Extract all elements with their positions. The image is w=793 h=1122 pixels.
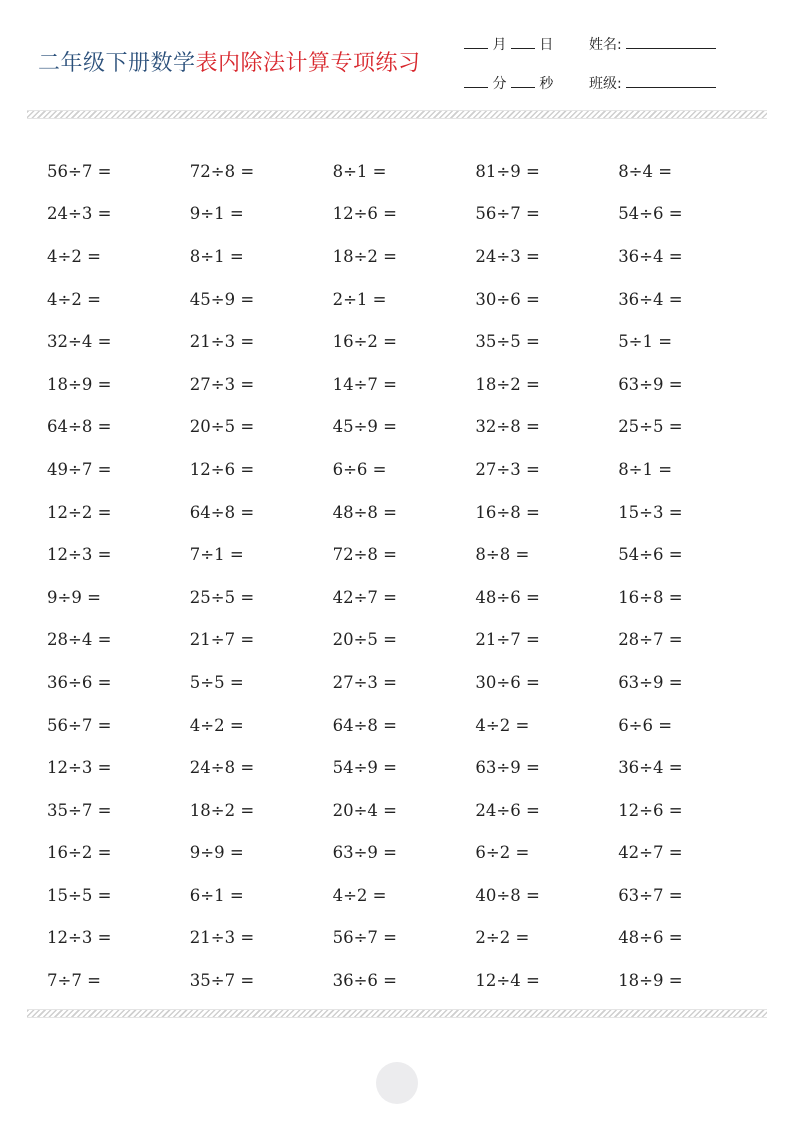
division-problem: 49÷7 =: [47, 459, 112, 479]
division-problem: 27÷3 =: [475, 459, 540, 479]
division-problem: 35÷7 =: [189, 971, 255, 991]
division-problem: 54÷6 =: [618, 204, 683, 224]
division-problem: 45÷9 =: [189, 289, 255, 309]
division-problem: 15÷5 =: [47, 885, 112, 905]
division-problem: 32÷8 =: [475, 417, 540, 437]
division-problem: 20÷4 =: [332, 800, 397, 820]
day-label: 日: [539, 37, 554, 53]
division-problem: 63÷9 =: [618, 672, 683, 692]
division-problem: 7÷7 =: [47, 971, 101, 991]
division-problem: 9÷9 =: [189, 843, 244, 863]
problem-row: [47, 661, 761, 704]
division-problem: 24÷3 =: [47, 204, 112, 224]
division-problem: 12÷3 =: [47, 928, 112, 948]
division-problem: 20÷5 =: [332, 630, 397, 650]
division-problem: 4÷2 =: [47, 246, 101, 266]
division-problem: 32÷4 =: [47, 332, 112, 352]
problem-grid: [47, 150, 761, 1002]
division-problem: 30÷6 =: [475, 672, 540, 692]
division-problem: 48÷6 =: [475, 587, 540, 607]
problem-row: [47, 491, 761, 534]
page-indicator: [376, 1062, 418, 1104]
top-divider: [27, 110, 767, 119]
division-problem: 12÷3 =: [47, 758, 112, 778]
division-problem: 24÷8 =: [189, 758, 255, 778]
second-blank[interactable]: [511, 75, 535, 88]
division-problem: 28÷4 =: [47, 630, 112, 650]
problem-row: [47, 278, 761, 321]
division-problem: 8÷1 =: [332, 161, 387, 181]
division-problem: 24÷3 =: [475, 246, 540, 266]
division-problem: 18÷2 =: [189, 800, 255, 820]
division-problem: 64÷8 =: [189, 502, 255, 522]
division-problem: 64÷8 =: [332, 715, 397, 735]
division-problem: 5÷5 =: [189, 672, 244, 692]
time-field: [464, 73, 553, 93]
problem-row: [47, 448, 761, 491]
problem-row: [47, 320, 761, 363]
division-problem: 4÷2 =: [332, 885, 387, 905]
division-problem: 8÷1 =: [618, 459, 673, 479]
month-blank[interactable]: [464, 36, 488, 49]
division-problem: 6÷2 =: [475, 843, 530, 863]
division-problem: 56÷7 =: [47, 715, 112, 735]
division-problem: 2÷2 =: [475, 928, 530, 948]
division-problem: 27÷3 =: [332, 672, 397, 692]
division-problem: 63÷7 =: [618, 885, 683, 905]
division-problem: 25÷5 =: [189, 587, 255, 607]
division-problem: 8÷1 =: [189, 246, 244, 266]
division-problem: 56÷7 =: [475, 204, 540, 224]
division-problem: 16÷2 =: [47, 843, 112, 863]
division-problem: 72÷8 =: [189, 161, 255, 181]
problem-row: [47, 576, 761, 619]
division-problem: 12÷3 =: [47, 545, 112, 565]
division-problem: 2÷1 =: [332, 289, 387, 309]
division-problem: 12÷4 =: [475, 971, 540, 991]
division-problem: 9÷1 =: [189, 204, 244, 224]
division-problem: 21÷3 =: [189, 928, 255, 948]
division-problem: 81÷9 =: [475, 161, 540, 181]
problem-row: [47, 789, 761, 832]
division-problem: 56÷7 =: [47, 161, 112, 181]
division-problem: 12÷6 =: [618, 800, 683, 820]
division-problem: 64÷8 =: [47, 417, 112, 437]
division-problem: 9÷9 =: [47, 587, 101, 607]
problem-row: [47, 235, 761, 278]
division-problem: 63÷9 =: [618, 374, 683, 394]
problem-row: [47, 874, 761, 917]
division-problem: 14÷7 =: [332, 374, 397, 394]
division-problem: 42÷7 =: [618, 843, 683, 863]
division-problem: 16÷8 =: [475, 502, 540, 522]
bottom-divider: [27, 1009, 767, 1018]
date-field: [464, 34, 553, 54]
problem-row: [47, 193, 761, 236]
class-blank[interactable]: [626, 75, 716, 88]
division-problem: 12÷6 =: [189, 459, 255, 479]
division-problem: 12÷6 =: [332, 204, 397, 224]
problem-row: [47, 832, 761, 875]
problem-row: [47, 533, 761, 576]
division-problem: 18÷2 =: [332, 246, 397, 266]
division-problem: 54÷9 =: [332, 758, 397, 778]
division-problem: 36÷6 =: [47, 672, 112, 692]
class-field: [589, 73, 716, 93]
division-problem: 12÷2 =: [47, 502, 112, 522]
division-problem: 18÷9 =: [618, 971, 683, 991]
division-problem: 45÷9 =: [332, 417, 397, 437]
division-problem: 18÷2 =: [475, 374, 540, 394]
division-problem: 30÷6 =: [475, 289, 540, 309]
division-problem: 8÷8 =: [475, 545, 530, 565]
minute-blank[interactable]: [464, 75, 488, 88]
minute-label: 分: [492, 76, 507, 92]
division-problem: 48÷6 =: [618, 928, 683, 948]
division-problem: 25÷5 =: [618, 417, 683, 437]
division-problem: 48÷8 =: [332, 502, 397, 522]
problem-row: [47, 959, 761, 1002]
problem-row: [47, 363, 761, 406]
division-problem: 36÷6 =: [332, 971, 397, 991]
division-problem: 72÷8 =: [332, 545, 397, 565]
division-problem: 40÷8 =: [475, 885, 540, 905]
problem-row: [47, 150, 761, 193]
division-problem: 5÷1 =: [618, 332, 673, 352]
division-problem: 21÷3 =: [189, 332, 255, 352]
division-problem: 6÷6 =: [332, 459, 387, 479]
division-problem: 36÷4 =: [618, 246, 683, 266]
division-problem: 15÷3 =: [618, 502, 683, 522]
division-problem: 63÷9 =: [475, 758, 540, 778]
division-problem: 36÷4 =: [618, 289, 683, 309]
title-topic-part: 表内除法计算专项练习: [195, 51, 421, 76]
division-problem: 21÷7 =: [475, 630, 540, 650]
class-label: 班级:: [589, 76, 622, 92]
division-problem: 6÷1 =: [189, 885, 244, 905]
division-problem: 8÷4 =: [618, 161, 673, 181]
name-label: 姓名:: [589, 37, 622, 53]
problem-row: [47, 917, 761, 960]
division-problem: 63÷9 =: [332, 843, 397, 863]
division-problem: 54÷6 =: [618, 545, 683, 565]
division-problem: 4÷2 =: [47, 289, 101, 309]
name-blank[interactable]: [626, 36, 716, 49]
division-problem: 42÷7 =: [332, 587, 397, 607]
division-problem: 4÷2 =: [189, 715, 244, 735]
month-label: 月: [492, 37, 507, 53]
problem-row: [47, 746, 761, 789]
second-label: 秒: [539, 76, 554, 92]
division-problem: 4÷2 =: [475, 715, 530, 735]
division-problem: 20÷5 =: [189, 417, 255, 437]
division-problem: 28÷7 =: [618, 630, 683, 650]
division-problem: 36÷4 =: [618, 758, 683, 778]
division-problem: 16÷8 =: [618, 587, 683, 607]
division-problem: 24÷6 =: [475, 800, 540, 820]
division-problem: 56÷7 =: [332, 928, 397, 948]
division-problem: 35÷5 =: [475, 332, 540, 352]
worksheet-title: [38, 46, 421, 77]
problem-row: [47, 619, 761, 662]
division-problem: 18÷9 =: [47, 374, 112, 394]
division-problem: 7÷1 =: [189, 545, 244, 565]
title-grade-part: 二年级下册数学: [38, 51, 196, 76]
problem-row: [47, 704, 761, 747]
division-problem: 6÷6 =: [618, 715, 673, 735]
division-problem: 27÷3 =: [189, 374, 255, 394]
division-problem: 16÷2 =: [332, 332, 397, 352]
name-field: [589, 34, 716, 54]
division-problem: 35÷7 =: [47, 800, 112, 820]
division-problem: 21÷7 =: [189, 630, 255, 650]
problem-row: [47, 406, 761, 449]
day-blank[interactable]: [511, 36, 535, 49]
